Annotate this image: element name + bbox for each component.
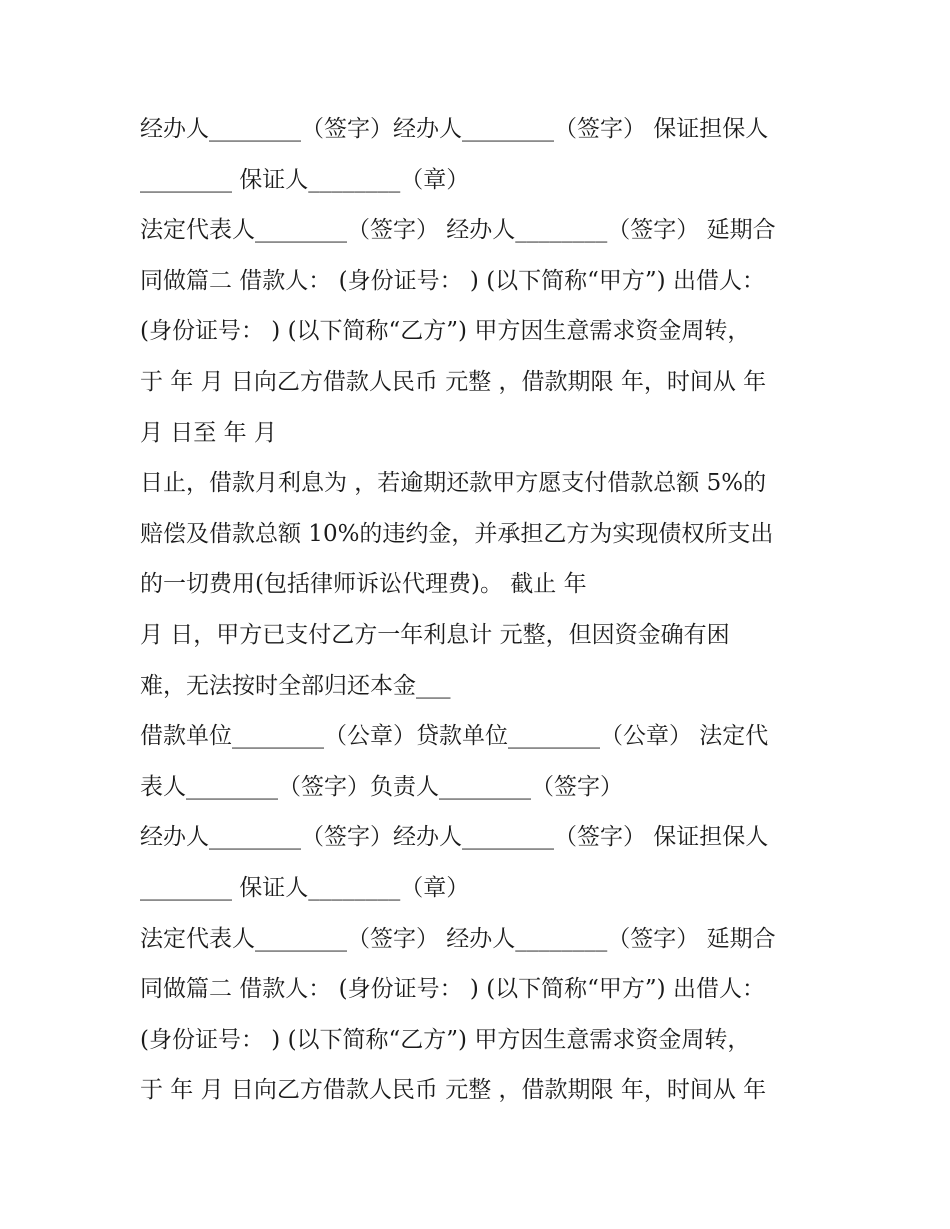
text-line: 借款单位________（公章）贷款单位________（公章） 法定代 — [140, 723, 769, 750]
text-line: 同做篇二 借款人： (身份证号： ) (以下简称“甲方”) 出借人： — [140, 976, 765, 1003]
text-line: 月 日至 年 月 — [140, 419, 277, 446]
text-line: 日止，借款月利息为 ，若逾期还款甲方愿支付借款总额 5%的 — [140, 470, 767, 497]
text-line: 经办人________（签字）经办人________（签字） 保证担保人 — [140, 116, 769, 142]
text-line: 表人________（签字）负责人________（签字） — [140, 773, 623, 800]
text-line: ________ 保证人________（章） — [140, 166, 470, 193]
text-line: ________ 保证人________（章） — [140, 874, 470, 901]
text-line: 难，无法按时全部归还本金___ — [140, 672, 451, 699]
text-line: 赔偿及借款总额 10%的违约金，并承担乙方为实现债权所支出 — [140, 520, 774, 547]
text-line: 法定代表人________（签字） 经办人________（签字） 延期合 — [140, 217, 776, 244]
text-line: 于 年 月 日向乙方借款人民币 元整 ，借款期限 年，时间从 年 — [140, 1077, 767, 1104]
text-line: (身份证号： ) (以下简称“乙方”) 甲方因生意需求资金周转， — [140, 1026, 751, 1053]
text-line: 于 年 月 日向乙方借款人民币 元整 ，借款期限 年，时间从 年 — [140, 368, 767, 395]
text-line: 法定代表人________（签字） 经办人________（签字） 延期合 — [140, 925, 776, 952]
text-line: 的一切费用(包括律师诉讼代理费)。 截止 年 — [140, 571, 587, 598]
text-line: 经办人________（签字）经办人________（签字） 保证担保人 — [140, 824, 769, 851]
text-line: 同做篇二 借款人： (身份证号： ) (以下简称“甲方”) 出借人： — [140, 267, 765, 294]
text-line: 月 日，甲方已支付乙方一年利息计 元整，但因资金确有困 — [140, 621, 730, 648]
document-body — [140, 104, 812, 1116]
text-line: (身份证号： ) (以下简称“乙方”) 甲方因生意需求资金周转， — [140, 318, 751, 345]
